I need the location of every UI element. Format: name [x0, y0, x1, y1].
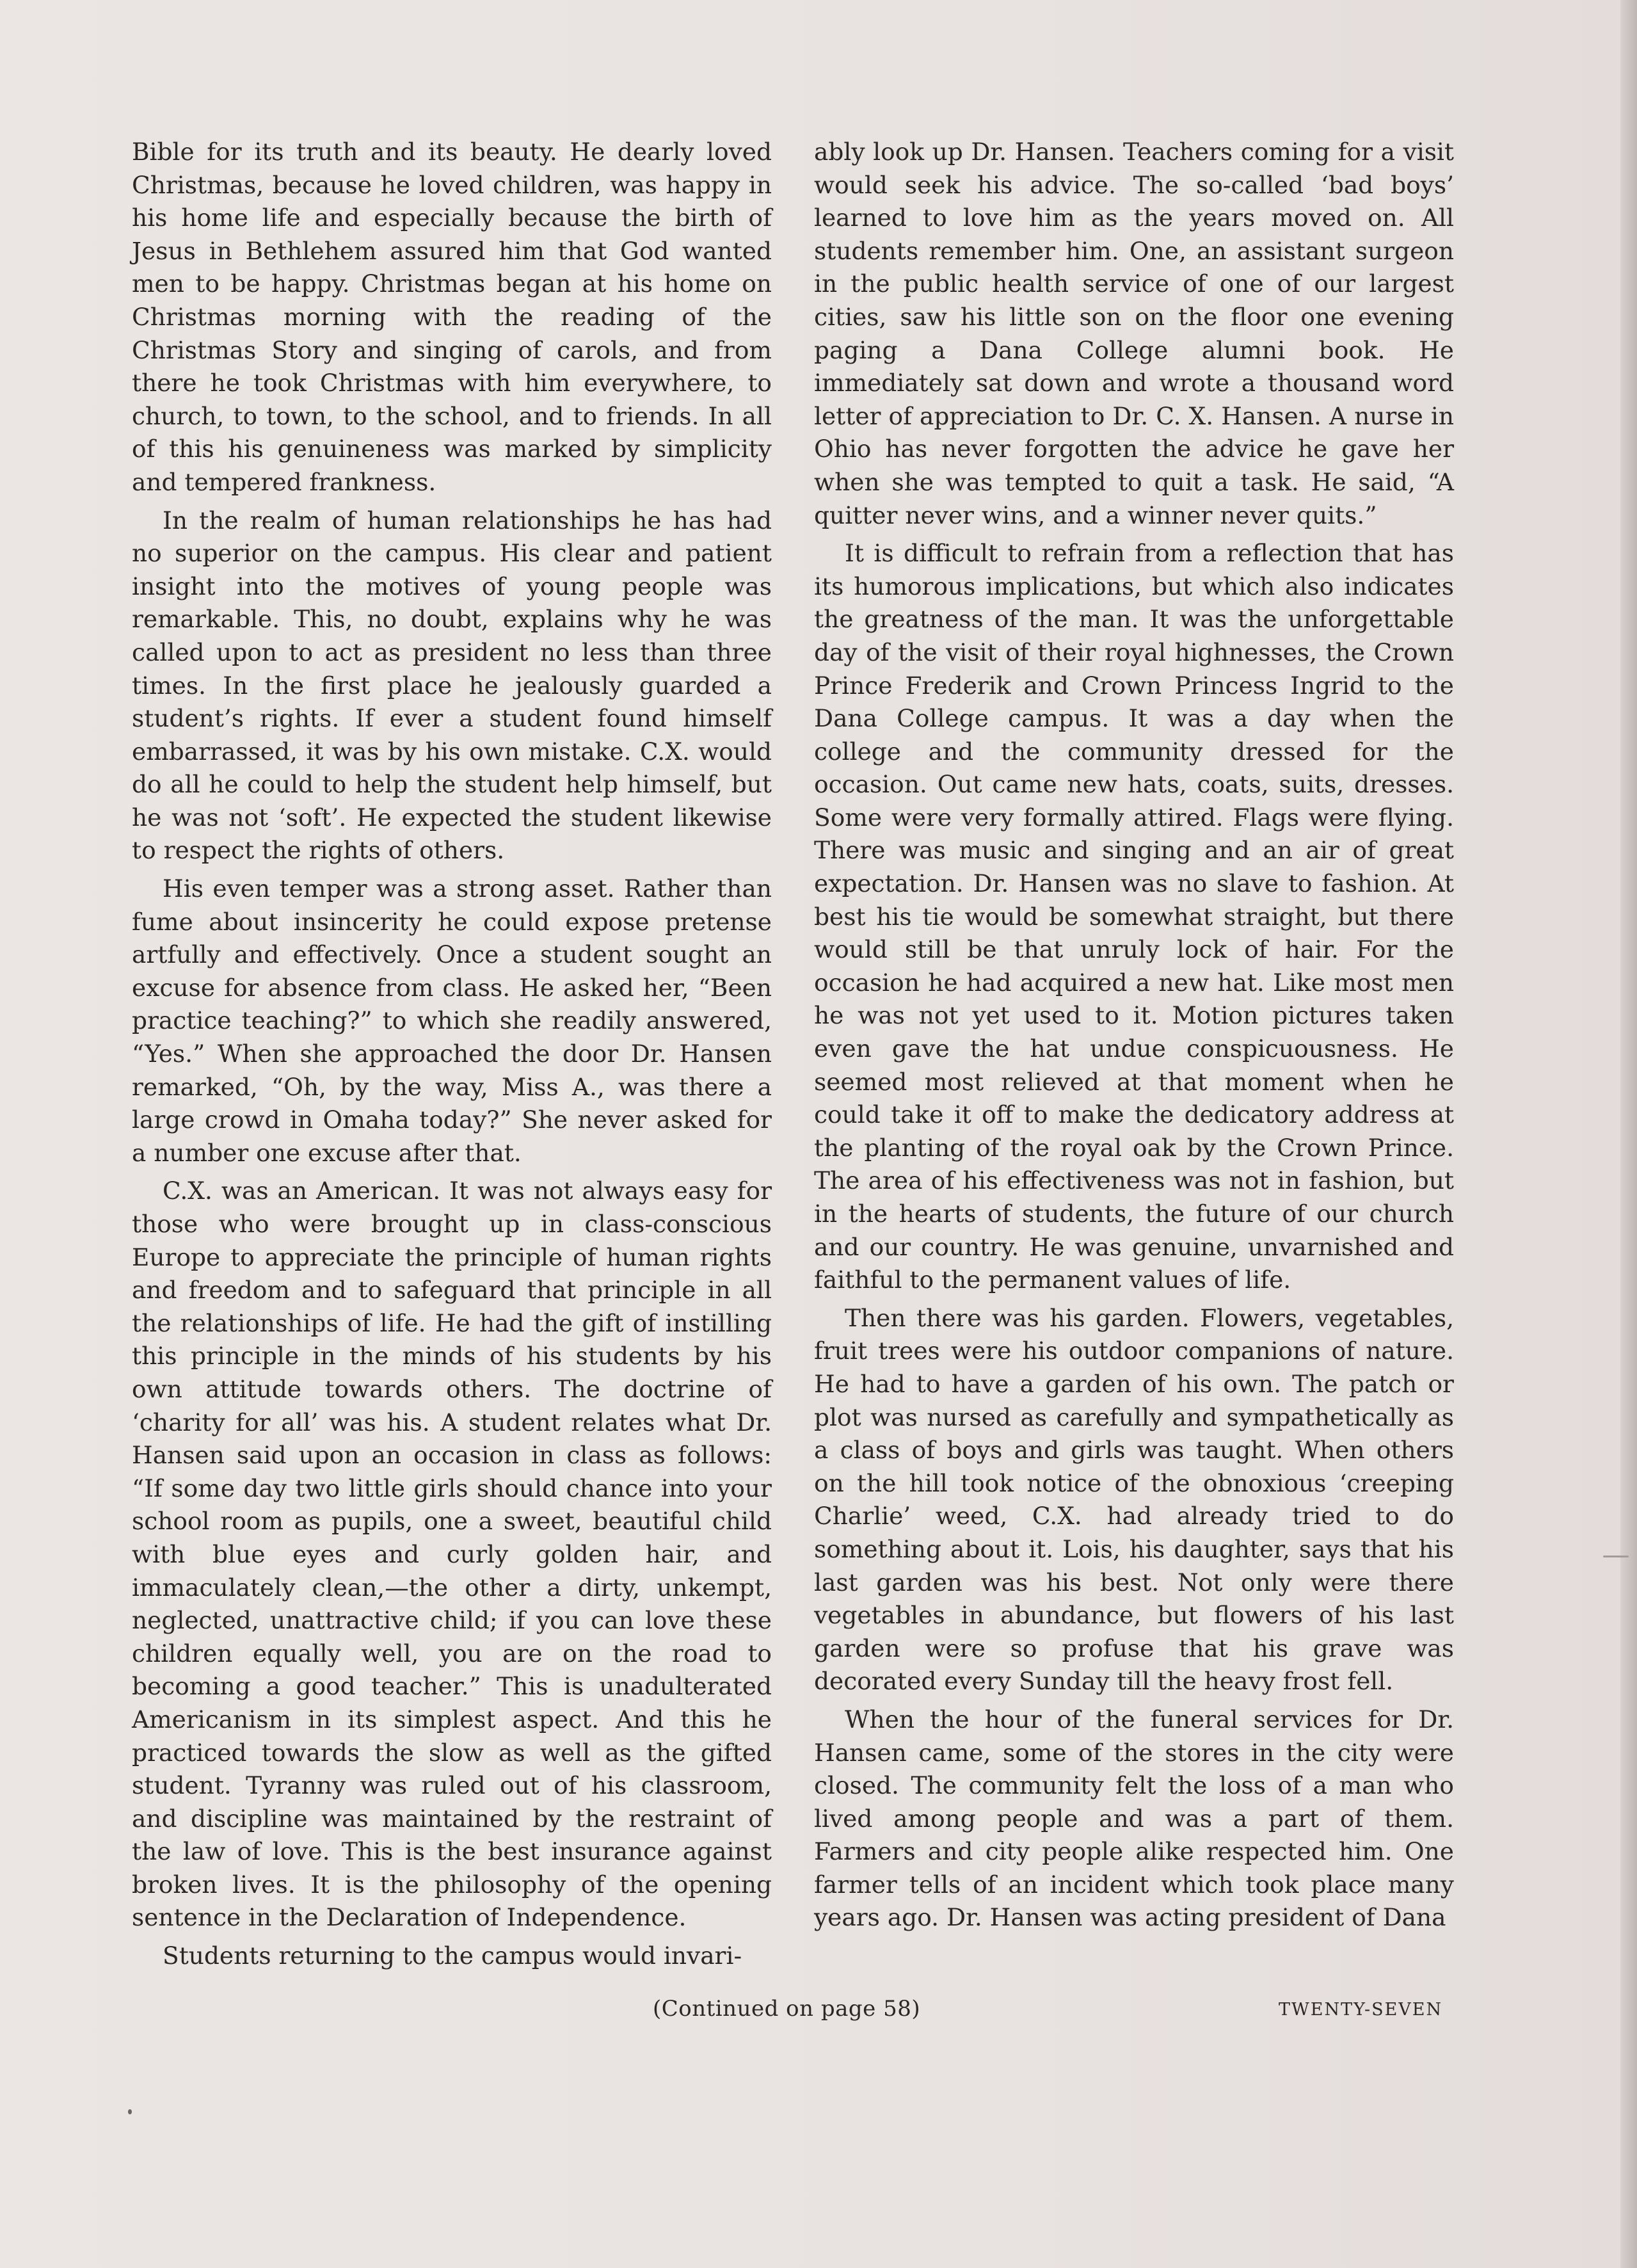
paragraph: In the realm of human relationships he has had no superior on the campus. His clear and patient insight into the motives of young people was remarkable. This, no doubt, explains why he was called upon to act as president no less than three times. In the first place he jealously guarded a student’s rights. If ever a student found himself embarrassed, it was by his own mistake. C.X. would do all he could to help the student help himself, but he was not ‘soft’. He expected the student likewise to respect the rights of others.: [132, 506, 772, 865]
page-number: TWENTY-SEVEN: [1279, 2000, 1443, 2020]
page-edge-shadow: [1620, 0, 1637, 2268]
paragraph: It is difficult to refrain from a reflection that has its humorous implications, but which also indicates the greatness of the man. It was the unforgettable day of the visit of their royal highnesses, the Crown Prince Frederik and Crown Princess Ingrid to the Dana College campus. It was a day when the college and the community dressed for the occasion. Out came new hats, coats, suits, dresses. Some were very formally attired. Flags were flying. There was music and singing and an air of great expectation. Dr. Hansen was no slave to fashion. At best his tie would be somewhat straight, but there would still be that unruly lock of hair. For the occasion he had acquired a new hat. Like most men he was not yet used to it. Motion pictures taken even gave the hat undue conspicuousness. He seemed most relieved at that moment when he could take it off to make the dedicatory address at the planting of the royal oak by the Crown Prince. The area of his effectiveness was not in fashion, but in the hearts of students, the future of our church and our country. He was genuine, unvarnished and faithful to the permanent values of life.: [814, 539, 1454, 1294]
paragraph: When the hour of the funeral services for Dr. Hansen came, some of the stores in the city were closed. The community felt the loss of a man who lived among people and was a part of them. Farmers and city people alike respected him. One farmer tells of an incident which took place many years ago. Dr. Hansen was acting president of Dana: [814, 1705, 1454, 1932]
right-text-column: [814, 136, 1454, 1940]
ink-speck: [128, 2109, 132, 2114]
continued-note: (Continued on page 58): [653, 1996, 921, 2022]
left-text-column: [132, 136, 772, 1978]
paragraph: Bible for its truth and its beauty. He dearly loved Christmas, because he loved children, was happy in his home life and especially because the birth of Jesus in Bethlehem assured him that God wanted men to be happy. Christmas began at his home on Christmas morning with the reading of the Christmas Story and singing of carols, and from there he took Christmas with him everywhere, to church, to town, to the school, and to friends. In all of this his genuineness was marked by simplicity and tempered frankness.: [132, 138, 772, 496]
paragraph: His even temper was a strong asset. Rather than fume about insincerity he could expose pretense artfully and effectively. Once a student sought an excuse for absence from class. He asked her, “Been practice teaching?” to which she readily answered, “Yes.” When she approached the door Dr. Hansen remarked, “Oh, by the way, Miss A., was there a large crowd in Omaha today?” She never asked for a number one excuse after that.: [132, 874, 772, 1167]
paragraph: Students returning to the campus would invari-: [163, 1942, 742, 1970]
paper-crease-mark: [1603, 1556, 1629, 1557]
paragraph: Then there was his garden. Flowers, vegetables, fruit trees were his outdoor companions of nature. He had to have a garden of his own. The patch or plot was nursed as carefully and sympathetically as a class of boys and girls was taught. When others on the hill took notice of the obnoxious ‘creeping Charlie’ weed, C.X. had already tried to do something about it. Lois, his daughter, says that his last garden was his best. Not only were there vegetables in abundance, but flowers of his last garden were so profuse that his grave was decorated every Sunday till the heavy frost fell.: [814, 1303, 1454, 1696]
paragraph: ably look up Dr. Hansen. Teachers coming for a visit would seek his advice. The so-called ‘bad boys’ learned to love him as the years moved on. All students remember him. One, an assistant surgeon in the public health service of one of our largest cities, saw his little son on the floor one evening paging a Dana College alumni book. He immediately sat down and wrote a thousand word letter of appreciation to Dr. C. X. Hansen. A nurse in Ohio has never forgotten the advice he gave her when she was tempted to quit a task. He said, “A quitter never wins, and a winner never quits.”: [814, 138, 1454, 529]
paragraph: C.X. was an American. It was not always easy for those who were brought up in class-conscious Europe to appreciate the principle of human rights and freedom and to safeguard that principle in all the relationships of life. He had the gift of instilling this principle in the minds of his students by his own attitude towards others. The doctrine of ‘charity for all’ was his. A student relates what Dr. Hansen said upon an occasion in class as follows: “If some day two little girls should chance into your school room as pupils, one a sweet, beautiful child with blue eyes and curly golden hair, and immaculately clean,—the other a dirty, unkempt, neglected, unattractive child; if you can love these children equally well, you are on the road to becoming a good teacher.” This is unadulterated Americanism in its simplest aspect. And this he practiced towards the slow as well as the gifted student. Tyranny was ruled out of his classroom, and discipline was maintained by the restraint of the law of love. This is the best insurance against broken lives. It is the philosophy of the opening sentence in the Declaration of Independence.: [132, 1177, 772, 1932]
